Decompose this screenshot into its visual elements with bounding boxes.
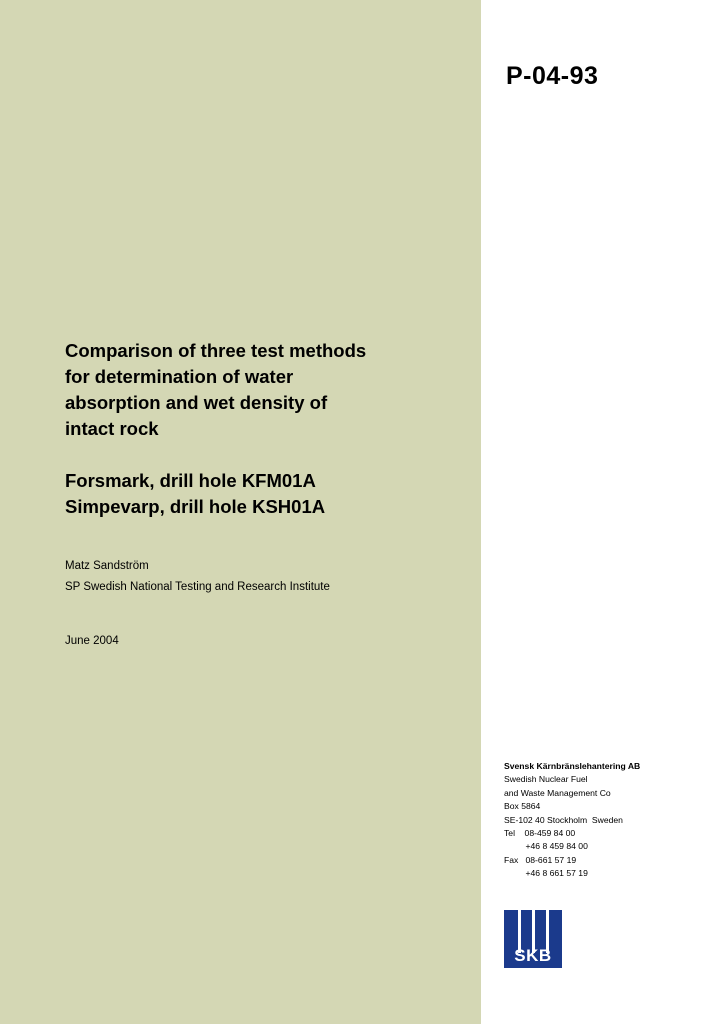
report-number: P-04-93: [506, 62, 599, 90]
page-subtitle: [65, 468, 455, 520]
subtitle-line-1: Forsmark, drill hole KFM01A: [65, 470, 316, 491]
title-line-1: Comparison of three test methods: [65, 340, 367, 361]
publisher-line-7: Fax 08-661 57 19: [504, 854, 577, 865]
publisher-line-5: Tel 08-459 84 00: [504, 828, 576, 839]
skb-logo-graphic: [504, 910, 562, 968]
title-block: [65, 338, 455, 520]
publisher-line-2: and Waste Management Co: [504, 787, 611, 798]
title-line-2: for determination of water: [65, 366, 294, 387]
publisher-line-6: +46 8 459 84 00: [504, 841, 588, 852]
title-line-3: absorption and wet density of: [65, 392, 328, 413]
title-line-4: intact rock: [65, 418, 159, 439]
skb-logo: [504, 910, 562, 968]
publisher-name: Svensk Kärnbränslehantering AB: [504, 761, 641, 771]
author-affiliation: SP Swedish National Testing and Research Institute: [65, 581, 330, 593]
publisher-line-3: Box 5864: [504, 801, 541, 812]
publisher-block: [504, 760, 714, 881]
subtitle-line-2: Simpevarp, drill hole KSH01A: [65, 496, 326, 517]
publisher-line-1: Swedish Nuclear Fuel: [504, 774, 588, 785]
skb-logo-text: SKB: [514, 946, 552, 965]
page-title: [65, 338, 455, 442]
author-name: Matz Sandström: [65, 560, 149, 572]
publication-date: June 2004: [65, 635, 119, 647]
publisher-line-8: +46 8 661 57 19: [504, 868, 588, 879]
publisher-line-4: SE-102 40 Stockholm Sweden: [504, 814, 623, 825]
author-block: [65, 556, 465, 598]
